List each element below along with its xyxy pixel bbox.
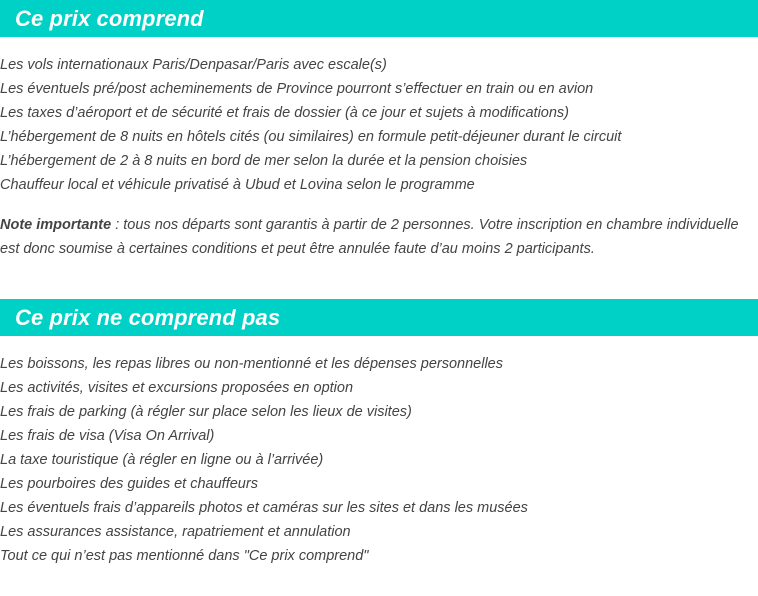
list-item: La taxe touristique (à régler en ligne ou à l’arrivée): [0, 452, 324, 468]
section-excluded: [0, 299, 758, 568]
section-included: [0, 0, 758, 261]
list-item: Les boissons, les repas libres ou non-mentionné et les dépenses personnelles: [0, 356, 503, 372]
list-item: L’hébergement de 2 à 8 nuits en bord de mer selon la durée et la pension choisies: [0, 153, 528, 169]
excluded-header: [0, 299, 758, 336]
included-title: Ce prix comprend: [15, 5, 204, 31]
list-item: Les éventuels pré/post acheminements de Province pourront s’effectuer en train ou en avion: [0, 81, 594, 97]
list-item: L’hébergement de 8 nuits en hôtels cités (ou similaires) en formule petit-déjeuner durant le circuit: [0, 129, 622, 145]
list-item: Chauffeur local et véhicule privatisé à Ubud et Lovina selon le programme: [0, 177, 475, 193]
list-item: Les assurances assistance, rapatriement et annulation: [0, 524, 351, 540]
list-item: Les vols internationaux Paris/Denpasar/Paris avec escale(s): [0, 57, 387, 73]
list-item: Les frais de parking (à régler sur place selon les lieux de visites): [0, 404, 412, 420]
excluded-title: Ce prix ne comprend pas: [15, 304, 281, 330]
list-item: Tout ce qui n’est pas mentionné dans "Ce prix comprend": [0, 548, 369, 564]
list-item: Les activités, visites et excursions proposées en option: [0, 380, 354, 396]
list-item: Les pourboires des guides et chauffeurs: [0, 476, 258, 492]
list-item: Les éventuels frais d’appareils photos et caméras sur les sites et dans les musées: [0, 500, 528, 516]
important-note: [0, 213, 752, 261]
included-list: [0, 53, 758, 197]
list-item: Les frais de visa (Visa On Arrival): [0, 428, 215, 444]
included-header: [0, 0, 758, 37]
note-text: : tous nos départs sont garantis à partir de 2 personnes. Votre inscription en chambre individuelle est donc soumise à certaines conditions et peut être annulée faute d’au moins 2 participants.: [0, 217, 739, 257]
note-label: Note importante: [0, 217, 112, 233]
excluded-list: [0, 352, 758, 568]
list-item: Les taxes d’aéroport et de sécurité et frais de dossier (à ce jour et sujets à modifications): [0, 105, 570, 121]
